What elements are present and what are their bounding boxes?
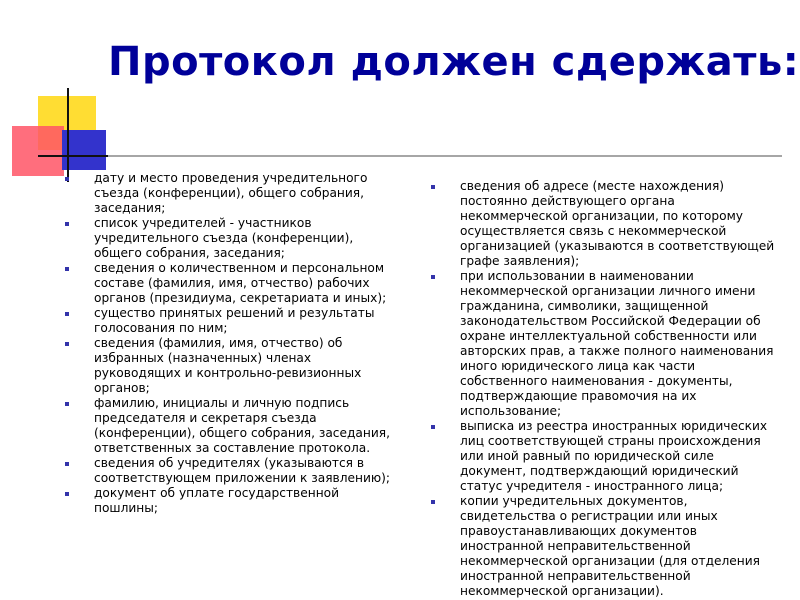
list-item — [62, 261, 392, 306]
bullet-icon — [65, 342, 69, 346]
list-item-text: дату и место проведения учредительного съезда (конференции), общего собрания, заседания; — [94, 171, 368, 215]
bullet-icon — [65, 222, 69, 226]
bullet-icon — [431, 185, 435, 189]
left-bullet-list — [62, 171, 392, 516]
list-item-text: выписка из реестра иностранных юридических лиц соответствующей страны происхождения или иной равный по юридической силе документ, подтверждающий юридический статус учредителя - иностранного лица; — [460, 419, 768, 493]
bullet-icon — [65, 267, 69, 271]
bullet-icon — [65, 177, 69, 181]
list-item-text: сведения (фамилия, имя, отчество) об избранных (назначенных) членах руководящих и контрольно-ревизионных органов; — [94, 336, 362, 395]
bullet-icon — [65, 462, 69, 466]
list-item — [428, 494, 776, 599]
deco-red-square — [12, 126, 64, 176]
list-item — [428, 269, 776, 419]
bullet-icon — [431, 500, 435, 504]
list-item — [62, 306, 392, 336]
decorative-blocks — [0, 0, 800, 200]
list-item — [62, 456, 392, 486]
list-item — [428, 179, 776, 269]
list-item-text: список учредителей - участников учредительного съезда (конференции), общего собрания, заседания; — [94, 216, 354, 260]
list-item-text: существо принятых решений и результаты голосования по ним; — [94, 306, 375, 335]
list-item-text: сведения о количественном и персональном составе (фамилия, имя, отчество) рабочих органов (президиума, секретариата и иных); — [94, 261, 387, 305]
list-item — [62, 336, 392, 396]
list-item-text: документ об уплате государственной пошлины; — [94, 486, 340, 515]
list-item-text: копии учредительных документов, свидетельства о регистрации или иных правоустанавливающих документов иностранной неправительственной некоммерческой организации (для отделения иностранной неправительственной некоммерческой организации). — [460, 494, 760, 598]
bullet-icon — [431, 425, 435, 429]
list-item-text: при использовании в наименовании некоммерческой организации личного имени гражданина, символики, защищенной законодательством Российской Федерации об охране интеллектуальной собственности или авторских прав, а также полного наименования иного юридического лица как части собственного наименования - документы, подтверждающие правомочия на их использование; — [460, 269, 774, 418]
list-item-text: сведения об учредителях (указываются в соответствующем приложении к заявлению); — [94, 456, 391, 485]
list-item-text: фамилию, инициалы и личную подпись председателя и секретаря съезда (конференции), общего собрания, заседания, ответственных за составление протокола. — [94, 396, 390, 455]
list-item — [62, 216, 392, 261]
bullet-icon — [65, 402, 69, 406]
bullet-icon — [431, 275, 435, 279]
bullet-icon — [65, 492, 69, 496]
slide-title: Протокол должен сдержать: — [108, 39, 800, 85]
list-item-text: сведения об адресе (месте нахождения) постоянно действующего органа некоммерческой организации, по которому осуществляется связь с некоммерческой организацией (указываются в соответствующей графе заявления); — [460, 179, 775, 268]
right-bullet-list — [428, 179, 776, 599]
list-item — [428, 419, 776, 494]
list-item — [62, 486, 392, 516]
list-item — [62, 171, 392, 216]
list-item — [62, 396, 392, 456]
bullet-icon — [65, 312, 69, 316]
